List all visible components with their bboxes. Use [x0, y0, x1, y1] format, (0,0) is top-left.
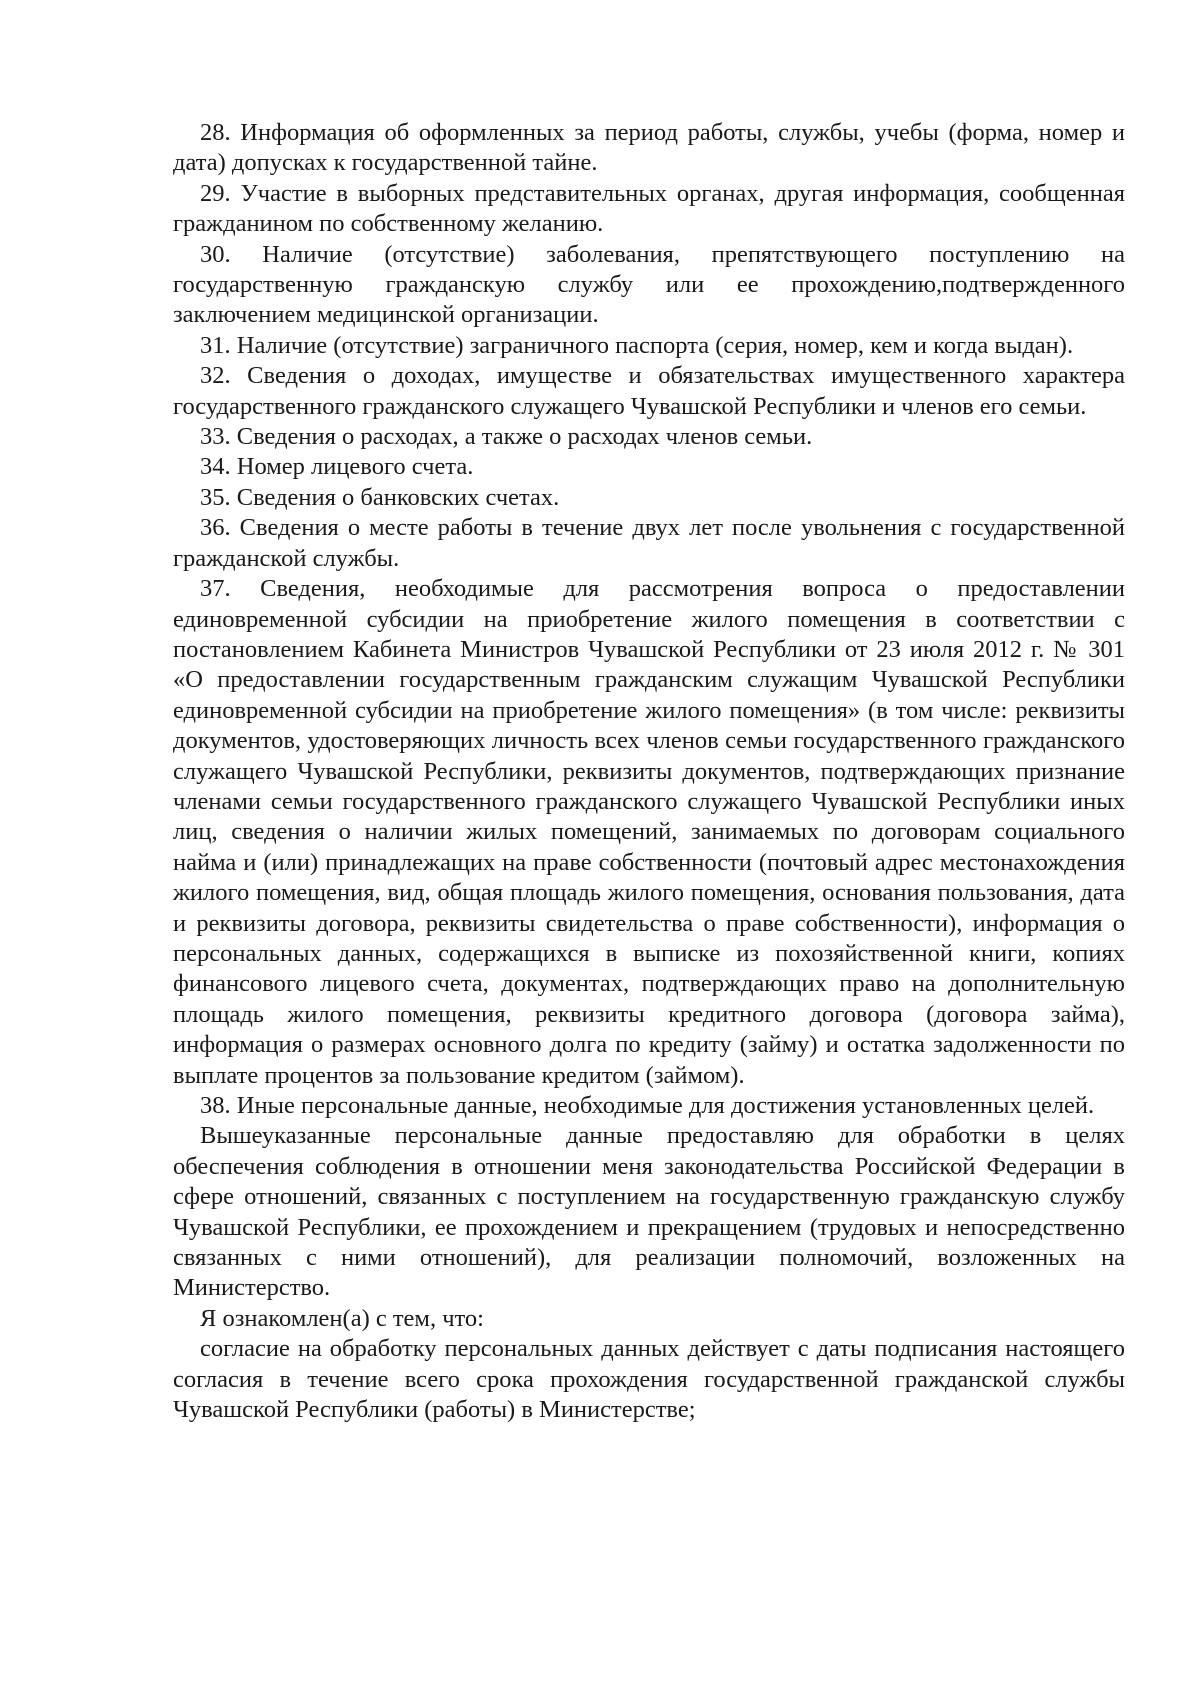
paragraph-item-33: 33. Сведения о расходах, а также о расходах членов семьи.	[200, 423, 813, 451]
paragraph-item-30: 30. Наличие (отсутствие) заболевания, препятствующего поступлению на государственную гражданскую службу или ее прохождению,подтвержденного заключением медицинской организации.	[173, 240, 1125, 329]
document-page	[173, 118, 1125, 1425]
paragraph-consent-purpose: Вышеуказанные персональные данные предоставляю для обработки в целях обеспечения соблюдения в отношении меня законодательства Российской Федерации в сфере отношений, связанных с поступлением на государственную гражданскую службу Чувашской Республики, ее прохождением и прекращением (трудовых и непосредственно связанных с ними отношений), для реализации полномочий, возложенных на Министерство.	[173, 1122, 1125, 1302]
paragraph-item-36: 36. Сведения о месте работы в течение двух лет после увольнения с государственной гражданской службы.	[173, 514, 1125, 572]
paragraph-item-35: 35. Сведения о банковских счетах.	[200, 483, 560, 511]
paragraph-item-31: 31. Наличие (отсутствие) заграничного паспорта (серия, номер, кем и когда выдан).	[200, 331, 1074, 359]
paragraph-item-29: 29. Участие в выборных представительных органах, другая информация, сообщенная гражданином по собственному желанию.	[173, 179, 1125, 238]
paragraph-item-37: 37. Сведения, необходимые для рассмотрения вопроса о предоставлении единовременной субсидии на приобретение жилого помещения в соответствии с постановлением Кабинета Министров Чувашской Республики от 23 июля 2012 г. № 301 «О предоставлении государственным гражданским служащим Чувашской Республики единовременной субсидии на приобретение жилого помещения» (в том числе: реквизиты документов, удостоверяющих личность всех членов семьи государственного гражданского служащего Чувашской Республики, реквизиты документов, подтверждающих признание членами семьи государственного гражданского служащего Чувашской Республики иных лиц, сведения о наличии жилых помещений, занимаемых по договорам социального найма и (или) принадлежащих на праве собственности (почтовый адрес местонахождения жилого помещения, вид, общая площадь жилого помещения, основания пользования, дата и реквизиты договора, реквизиты свидетельства о праве собственности), информация о персональных данных, содержащихся в выписке из похозяйственной книги, копиях финансового лицевого счета, документах, подтверждающих право на дополнительную площадь жилого помещения, реквизиты кредитного договора (договора займа), информация о размерах основного долга по кредиту (займу) и остатка задолженности по выплате процентов за пользование кредитом (займом).	[173, 575, 1125, 1089]
paragraph-consent-term: согласие на обработку персональных данных действует с даты подписания настоящего согласия в течение всего срока прохождения государственной гражданской службы Чувашской Республики (работы) в Министерстве;	[173, 1335, 1125, 1424]
paragraph-item-28: 28. Информация об оформленных за период работы, службы, учебы (форма, номер и дата) допусках к государственной тайне.	[173, 119, 1125, 177]
paragraph-acknowledgement: Я ознакомлен(а) с тем, что:	[200, 1304, 484, 1332]
paragraph-item-34: 34. Номер лицевого счета.	[200, 453, 474, 481]
paragraph-item-32: 32. Сведения о доходах, имуществе и обязательствах имущественного характера государственного гражданского служащего Чувашской Республики и членов его семьи.	[173, 362, 1125, 420]
paragraph-item-38: 38. Иные персональные данные, необходимые для достижения установленных целей.	[200, 1092, 1095, 1119]
